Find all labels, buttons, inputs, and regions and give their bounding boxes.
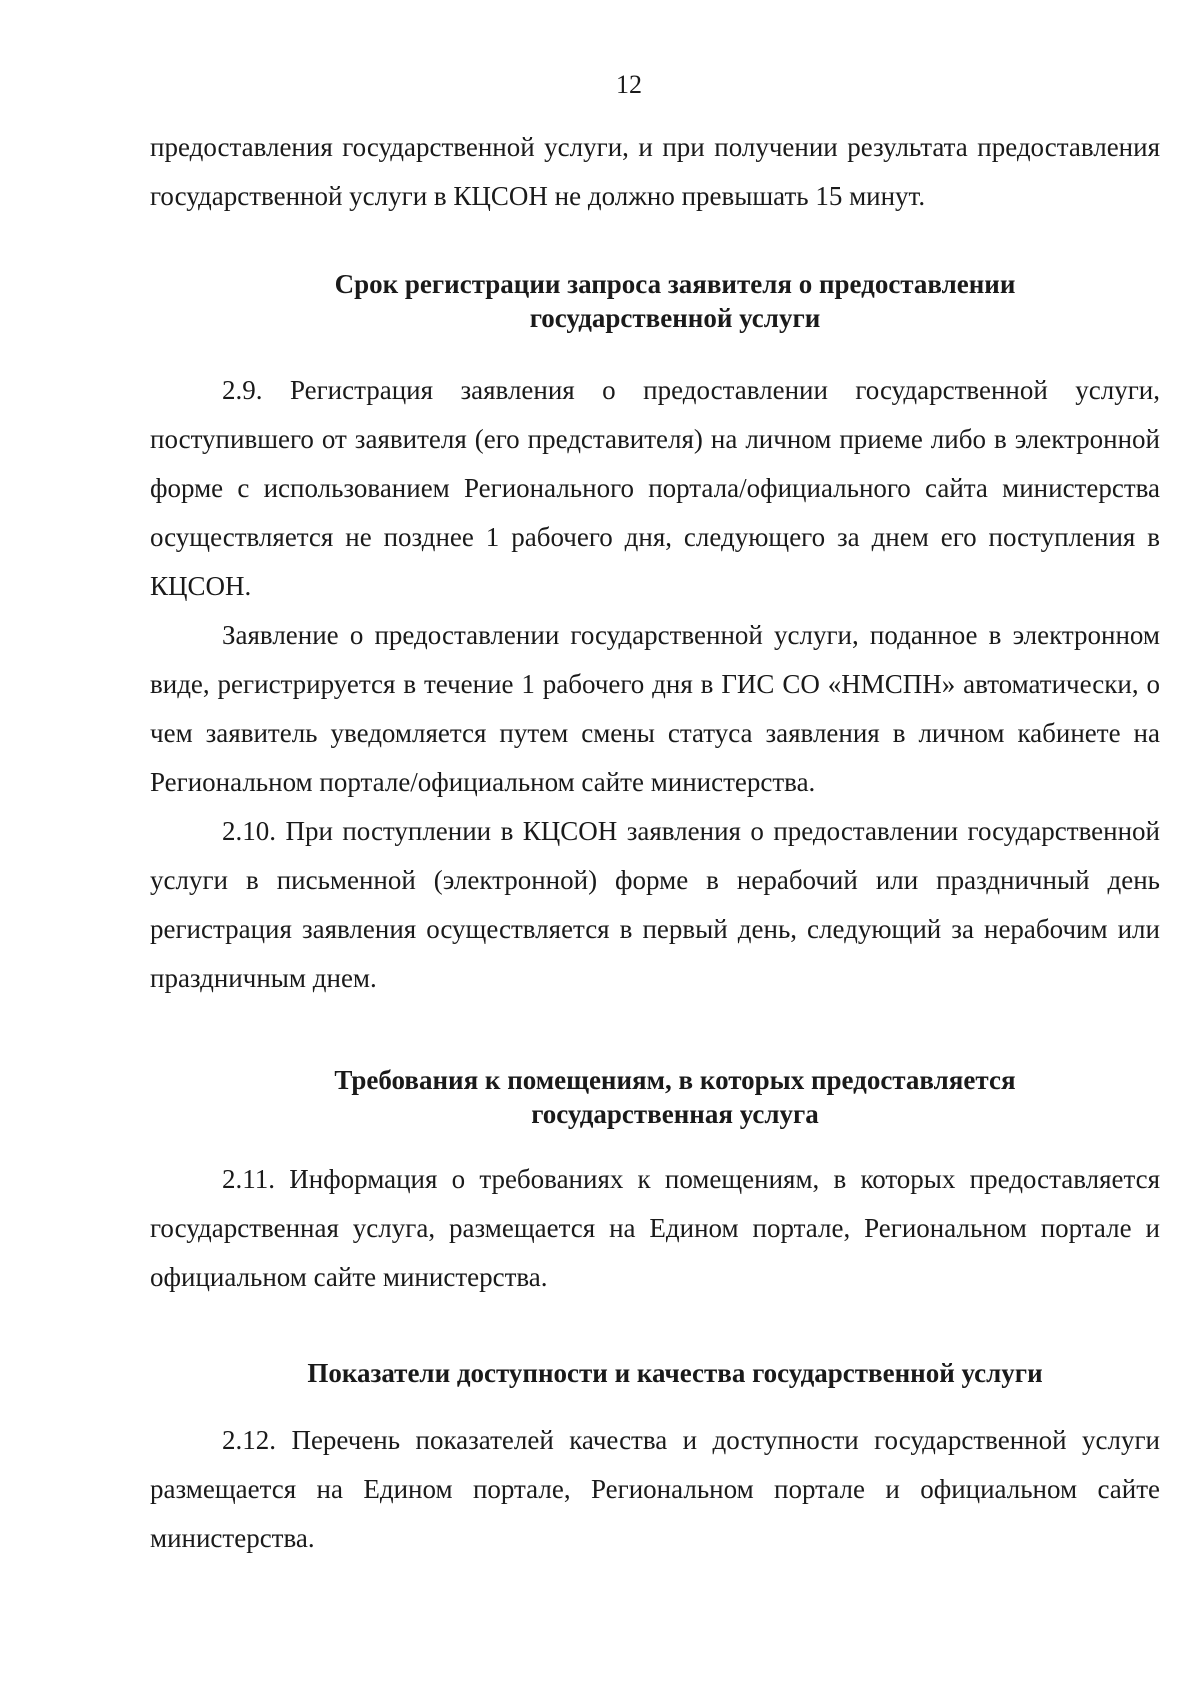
heading-line: государственной услуги — [529, 303, 821, 333]
heading-line: Требования к помещениям, в которых предоставляется — [334, 1065, 1016, 1095]
paragraph-2-12: 2.12. Перечень показателей качества и доступности государственной услуги размещается на Едином портале, Региональном портале и официальном сайте министерства. — [150, 1425, 1160, 1553]
continued-paragraph: предоставления государственной услуги, и при получении результата предоставления государственной услуги в КЦСОН не должно превышать 15 минут. — [150, 132, 1160, 211]
paragraph-2-9: 2.9. Регистрация заявления о предоставлении государственной услуги, поступившего от заявителя (его представителя) на личном приеме либо в электронной форме с использованием Регионального портала/официального сайта министерства осуществляется не позднее 1 рабочего дня, следующего за днем его поступления в КЦСОН. — [150, 375, 1160, 601]
section-heading-quality — [150, 1356, 1160, 1390]
heading-line: Показатели доступности и качества государственной услуги — [307, 1358, 1043, 1388]
section-heading-premises — [150, 1063, 1160, 1131]
paragraph-2-10: 2.10. При поступлении в КЦСОН заявления о предоставлении государственной услуги в письменной (электронной) форме в нерабочий или праздничный день регистрация заявления осуществляется в первый день, следующий за нерабочим или праздничным днем. — [150, 816, 1160, 993]
heading-line: Срок регистрации запроса заявителя о предоставлении — [334, 269, 1016, 299]
page-number: 12 — [616, 70, 642, 99]
paragraph-2-11: 2.11. Информация о требованиях к помещениям, в которых предоставляется государственная услуга, размещается на Едином портале, Региональном портале и официальном сайте министерства. — [150, 1164, 1160, 1292]
document-body — [150, 123, 1160, 1563]
section-heading-registration — [150, 267, 1160, 335]
heading-line: государственная услуга — [531, 1099, 819, 1129]
paragraph-electronic-application: Заявление о предоставлении государственной услуги, поданное в электронном виде, регистрируется в течение 1 рабочего дня в ГИС СО «НМСПН» автоматически, о чем заявитель уведомляется путем смены статуса заявления в личном кабинете на Региональном портале/официальном сайте министерства. — [150, 620, 1160, 797]
